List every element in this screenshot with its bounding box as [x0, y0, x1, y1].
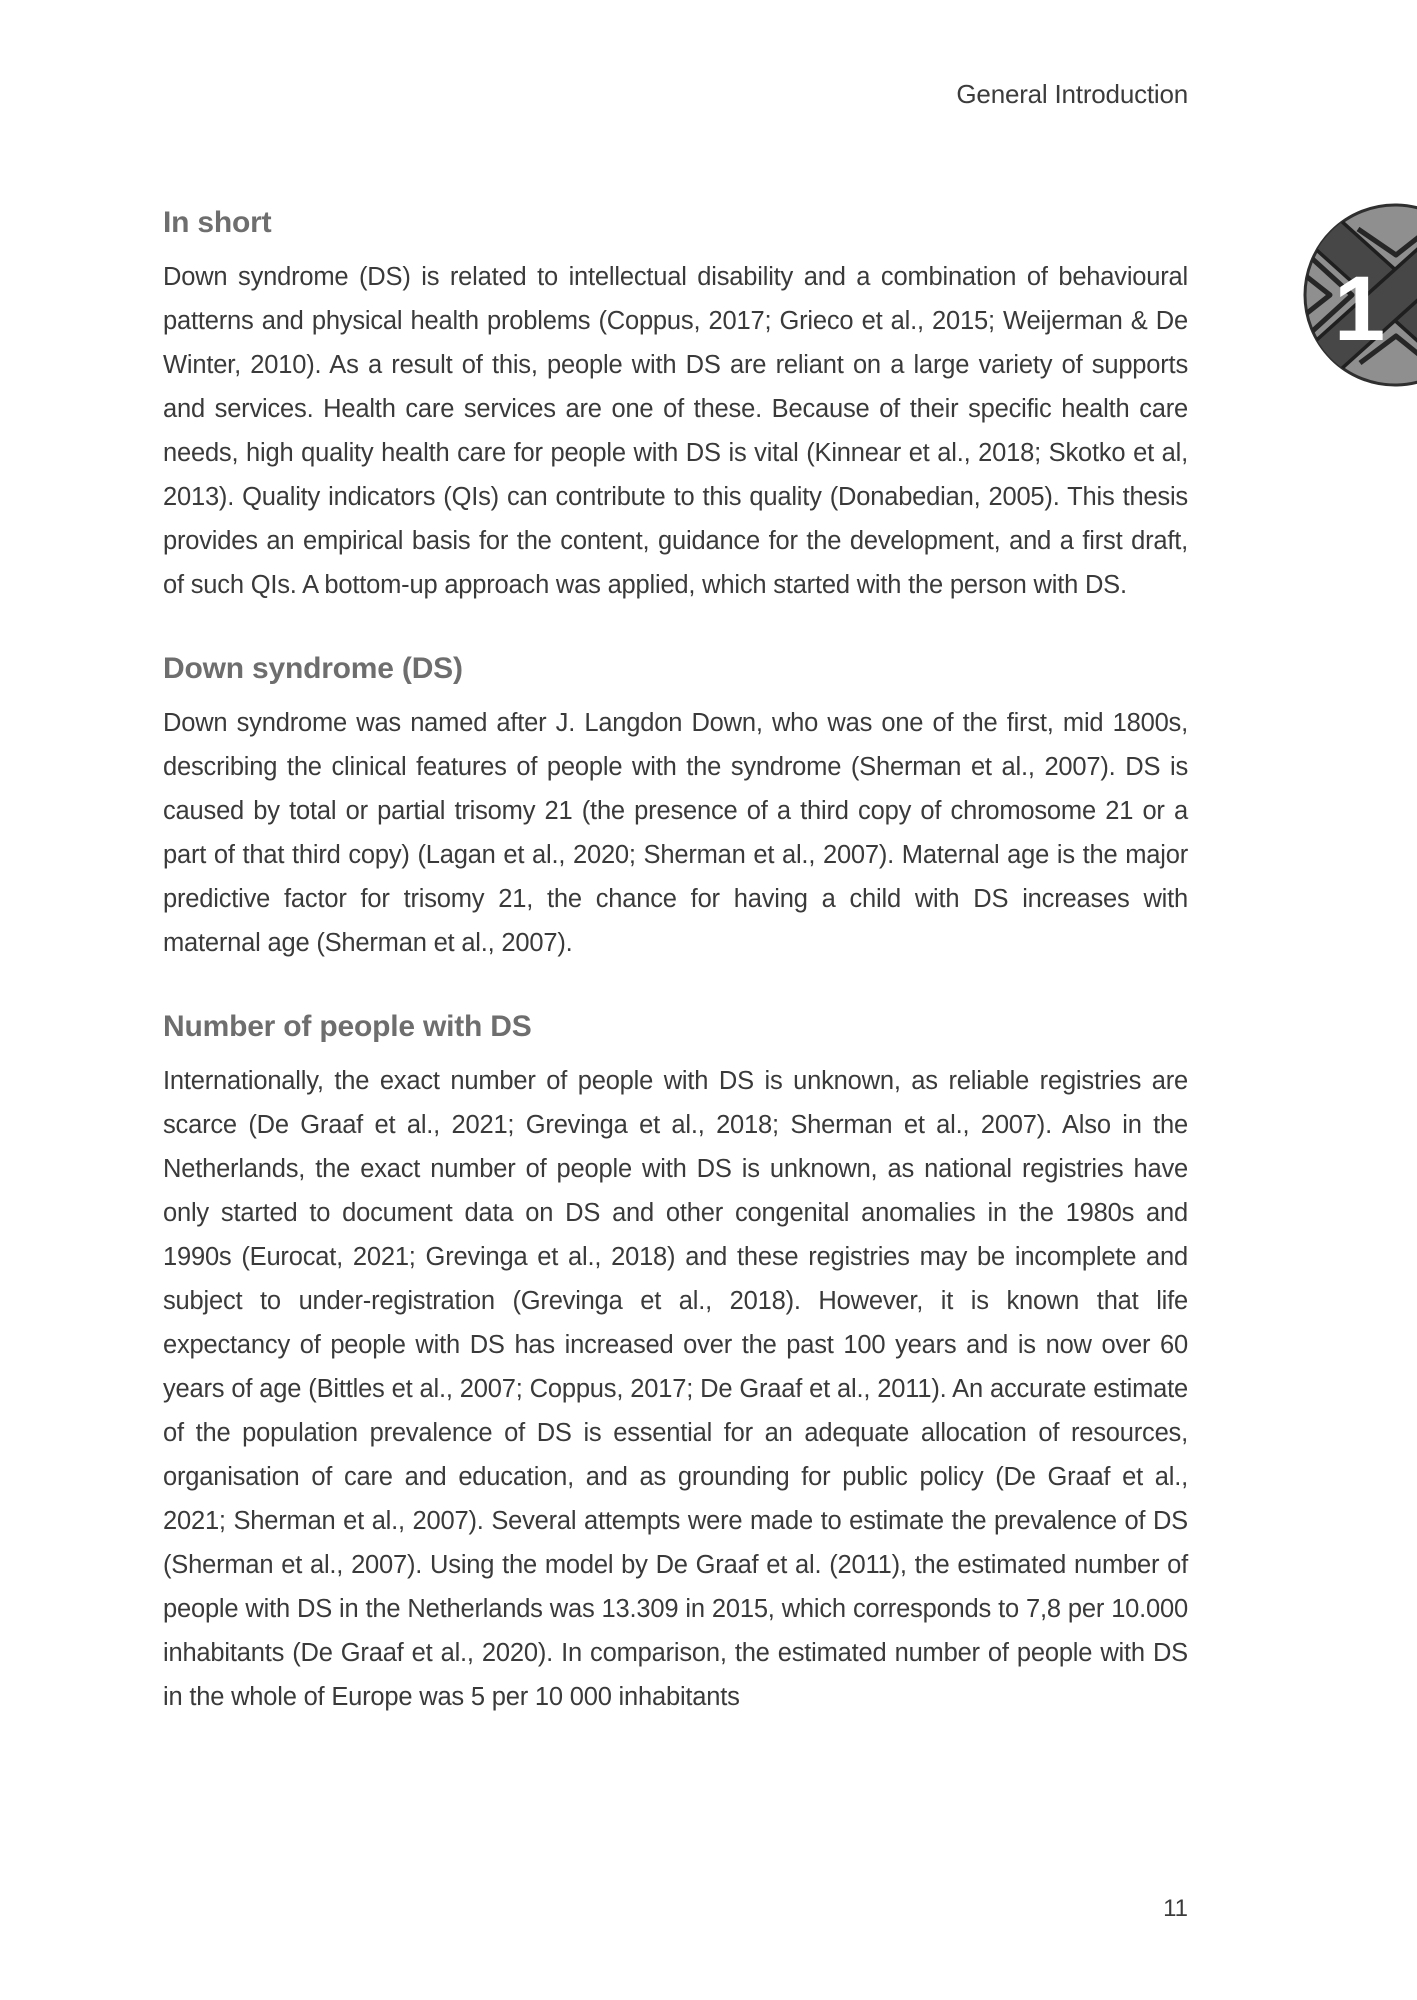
- chapter-badge-icon: [1300, 203, 1417, 389]
- section-paragraph: Internationally, the exact number of people with DS is unknown, as reliable registries are scarce (De Graaf et al., 2021; Grevinga et al., 2018; Sherman et al., 2007). Also in the Netherlands, the exact number of people with DS is unknown, as national registries have only started to document data on DS and other congenital anomalies in the 1980s and 1990s (Eurocat, 2021; Grevinga et al., 2018) and these registries may be incomplete and subject to under-registration (Grevinga et al., 2018). However, it is known that life expectancy of people with DS has increased over the past 100 years and is now over 60 years of age (Bittles et al., 2007; Coppus, 2017; De Graaf et al., 2011). An accurate estimate of the population prevalence of DS is essential for an adequate allocation of resources, organisation of care and education, and as grounding for public policy (De Graaf et al., 2021; Sherman et al., 2007). Several attempts were made to estimate the prevalence of DS (Sherman et al., 2007). Using the model by De Graaf et al. (2011), the estimated number of people with DS in the Netherlands was 13.309 in 2015, which corresponds to 7,8 per 10.000 inhabitants (De Graaf et al., 2020). In comparison, the estimated number of people with DS in the whole of Europe was 5 per 10 000 inhabitants: [163, 1067, 1188, 1711]
- section-number-of-people: [163, 1009, 1188, 1719]
- running-header: General Introduction: [956, 79, 1188, 109]
- section-paragraph: Down syndrome was named after J. Langdon Down, who was one of the first, mid 1800s, describing the clinical features of people with the syndrome (Sherman et al., 2007). DS is caused by total or partial trisomy 21 (the presence of a third copy of chromosome 21 or a part of that third copy) (Lagan et al., 2020; Sherman et al., 2007). Maternal age is the major predictive factor for trisomy 21, the chance for having a child with DS increases with maternal age (Sherman et al., 2007).: [163, 709, 1188, 957]
- page-body: [163, 205, 1188, 1719]
- section-in-short: [163, 205, 1188, 607]
- page-number: 11: [1163, 1895, 1188, 1922]
- chapter-number: 1: [1334, 258, 1386, 360]
- section-heading: Down syndrome (DS): [163, 652, 463, 685]
- section-paragraph: Down syndrome (DS) is related to intellectual disability and a combination of behavioural patterns and physical health problems (Coppus, 2017; Grieco et al., 2015; Weijerman & De Winter, 2010). As a result of this, people with DS are reliant on a large variety of supports and services. Health care services are one of these. Because of their specific health care needs, high quality health care for people with DS is vital (Kinnear et al., 2018; Skotko et al, 2013). Quality indicators (QIs) can contribute to this quality (Donabedian, 2005). This thesis provides an empirical basis for the content, guidance for the development, and a first draft, of such QIs. A bottom-up approach was applied, which started with the person with DS.: [163, 263, 1188, 599]
- section-heading: In short: [163, 206, 272, 239]
- section-down-syndrome: [163, 651, 1188, 965]
- section-heading: Number of people with DS: [163, 1010, 532, 1043]
